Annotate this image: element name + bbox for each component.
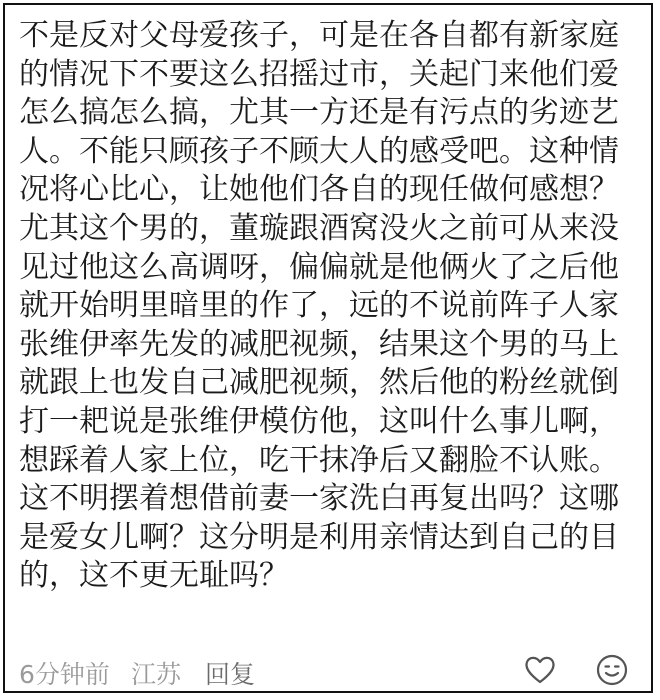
reply-button[interactable]: 回复 xyxy=(205,660,256,689)
comment-line: 见过他这么高调呀，偏偏就是他俩火了之后他 xyxy=(19,249,619,285)
smiley-face-icon[interactable] xyxy=(595,653,629,687)
comment-line: 的情况下不要这么招摇过市，关起门来他们爱 xyxy=(19,56,619,92)
comment-line: 的，这不更无耻吗？ xyxy=(19,558,289,594)
comment-line: 不是反对父母爱孩子，可是在各自都有新家庭 xyxy=(19,18,619,53)
heart-outline-icon[interactable] xyxy=(523,653,557,687)
comment-line: 打一耙说是张维伊模仿他，这叫什么事儿啊， xyxy=(19,403,619,439)
comment-line: 尤其这个男的，董璇跟酒窝没火之前可从来没 xyxy=(19,210,619,246)
comment-line: 想踩着人家上位，吃干抹净后又翻脸不认账。 xyxy=(19,442,619,478)
comment-line: 是爱女儿啊？这分明是利用亲情达到自己的目 xyxy=(19,519,619,555)
comment-line: 就开始明里暗里的作了，远的不说前阵子人家 xyxy=(19,288,619,324)
comment-location: 江苏 xyxy=(131,660,182,689)
comment-line: 怎么搞怎么搞，尤其一方还是有污点的劣迹艺 xyxy=(19,95,619,131)
comment-card xyxy=(3,3,653,693)
comment-text xyxy=(19,17,649,596)
comment-meta-bar xyxy=(19,653,637,689)
comment-line: 张维伊率先发的减肥视频，结果这个男的马上 xyxy=(19,326,619,362)
comment-line: 这不明摆着想借前妻一家洗白再复出吗？这哪 xyxy=(19,481,619,517)
comment-timestamp: 6分钟前 xyxy=(19,660,110,689)
comment-line: 人。不能只顾孩子不顾大人的感受吧。这种情 xyxy=(19,133,619,169)
comment-line: 就跟上也发自己减肥视频，然后他的粉丝就倒 xyxy=(19,365,619,401)
comment-line: 况将心比心，让她他们各自的现任做何感想？ xyxy=(19,172,619,208)
